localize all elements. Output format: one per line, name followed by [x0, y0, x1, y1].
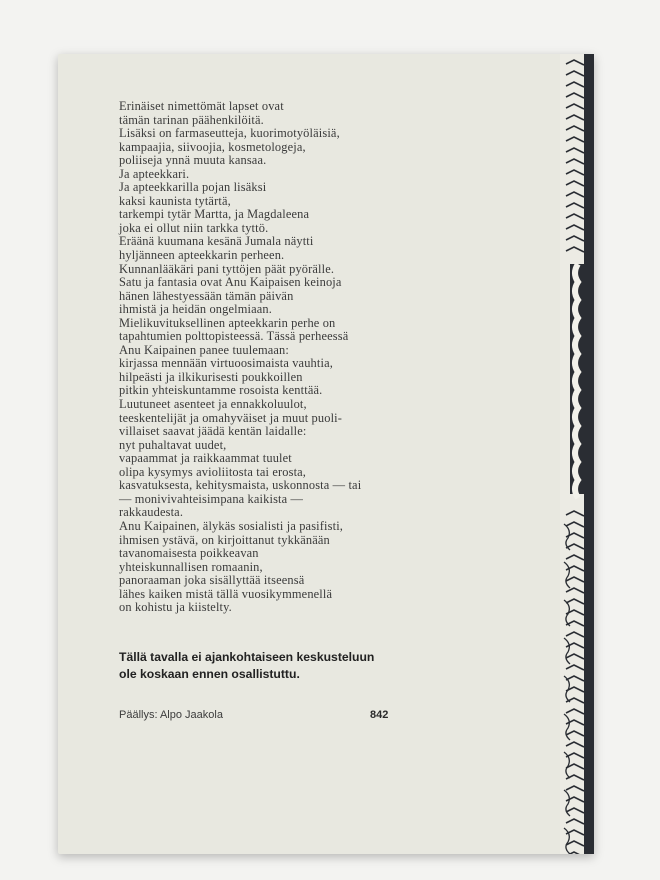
blurb-line: tavanomaisesta poikkeavan	[119, 546, 259, 561]
blurb-line: ihmisen ystävä, on kirjoittanut tykkänään	[119, 532, 330, 547]
pattern-mark	[566, 148, 584, 153]
pattern-mark	[566, 577, 584, 582]
pattern-mark	[566, 599, 584, 604]
blurb-line: ihmistä ja heidän ongelmiaan.	[119, 302, 272, 317]
decorative-spine-pattern	[560, 54, 594, 854]
pattern-mark	[566, 170, 584, 175]
pattern-mark	[566, 247, 584, 252]
pattern-mark	[564, 562, 570, 588]
blurb-text	[119, 100, 539, 615]
blurb-line: poliiseja ynnä muuta kansaa.	[119, 153, 267, 168]
pattern-mark	[575, 264, 578, 498]
pattern-mark	[566, 588, 584, 593]
blurb-line: Erinäiset nimettömät lapset ovat	[119, 99, 284, 113]
pattern-mark	[566, 819, 584, 824]
blurb-line: teeskentelijät ja omahyväiset ja muut puoli-	[119, 410, 343, 425]
pattern-mark	[566, 654, 584, 659]
blurb-line: yhteiskunnallisen romaanin,	[119, 559, 263, 574]
blurb-line: Lisäksi on farmaseutteja, kuorimotyöläisiä,	[119, 126, 340, 141]
closing-statement	[119, 649, 539, 683]
blurb-line: nyt puhaltavat uudet,	[119, 437, 227, 452]
cover-credit: Päällys: Alpo Jaakola	[119, 709, 223, 721]
pattern-mark	[566, 522, 584, 527]
pattern-mark	[566, 709, 584, 714]
blurb-line: hilpeästi ja ilkikurisesti poukkoillen	[119, 369, 303, 384]
closing-line: Tällä tavalla ei ajankohtaiseen keskusteluun	[119, 650, 375, 664]
blurb-line: Luutuneet asenteet ja ennakkoluulot,	[119, 397, 307, 412]
pattern-mark	[566, 731, 584, 736]
blurb-line: Ja apteekkarilla pojan lisäksi	[119, 180, 267, 195]
closing-line: ole koskaan ennen osallistuttu.	[119, 667, 300, 681]
pattern-mark	[566, 203, 584, 208]
pattern-mark	[566, 236, 584, 241]
blurb-line: hänen lähestyessään tämän päivän	[119, 288, 294, 303]
pattern-mark	[566, 159, 584, 164]
blurb-line: kasvatuksesta, kehitysmaista, uskonnosta — tai	[119, 478, 362, 493]
blurb-line: vapaammat ja raikkaammat tuulet	[119, 451, 292, 466]
blurb-line: Satu ja fantasia ovat Anu Kaipaisen keinoja	[119, 275, 342, 290]
pattern-mark	[566, 214, 584, 219]
spine-pattern-graphic	[560, 54, 594, 854]
blurb-line: lähes kaiken mistä tällä vuosikymmenellä	[119, 586, 333, 601]
catalog-number: 842	[370, 709, 389, 721]
pattern-mark	[564, 714, 570, 740]
blurb-line: Eräänä kuumana kesänä Jumala näytti	[119, 234, 314, 249]
blurb-line: tarkempi tytär Martta, ja Magdaleena	[119, 207, 310, 222]
blurb-line: on kohistu ja kiistelty.	[119, 600, 232, 615]
blurb-line: kaksi kaunista tytärtä,	[119, 193, 231, 208]
pattern-mark	[564, 790, 570, 816]
blurb-line: villaiset saavat jäädä kentän laidalle:	[119, 424, 307, 439]
blurb-line: rakkaudesta.	[119, 505, 184, 520]
pattern-mark	[564, 638, 570, 664]
pattern-mark	[566, 137, 584, 142]
pattern-mark	[566, 225, 584, 230]
blurb-line: tapahtumien polttopisteessä. Tässä perheessä	[119, 329, 349, 344]
pattern-mark	[566, 742, 584, 747]
pattern-mark	[566, 808, 584, 813]
blurb-line: olipa kysymys avioliitosta tai erosta,	[119, 464, 307, 479]
pattern-mark	[566, 511, 584, 516]
blurb-line: Anu Kaipainen panee tuulemaan:	[119, 342, 289, 357]
book-back-cover	[58, 54, 594, 854]
blurb-line: hyljänneen apteekkarin perheen.	[119, 248, 285, 263]
blurb-line: kampaajia, siivoojia, kosmetologeja,	[119, 139, 306, 154]
pattern-mark	[566, 71, 584, 76]
blurb-line: tämän tarinan päähenkilöitä.	[119, 112, 264, 127]
pattern-mark	[566, 555, 584, 560]
blurb-line: joka ei ollut niin tarkka tyttö.	[119, 220, 269, 235]
pattern-mark	[566, 126, 584, 131]
pattern-mark	[566, 181, 584, 186]
blurb-line: pitkin yhteiskuntamme rosoista kenttää.	[119, 383, 323, 398]
blurb-line: — monivivahteisimpana kaikista —	[119, 491, 304, 506]
pattern-mark	[566, 632, 584, 637]
blurb-line: panoraaman joka sisällyttää itseensä	[119, 573, 305, 588]
pattern-mark	[566, 82, 584, 87]
blurb-line: Kunnanlääkäri pani tyttöjen päät pyörälle.	[119, 261, 335, 276]
pattern-mark	[566, 93, 584, 98]
blurb-line: Anu Kaipainen, älykäs sosialisti ja pasifisti,	[119, 518, 344, 533]
blurb-line: Mielikuvituksellinen apteekkarin perhe on	[119, 315, 336, 330]
pattern-mark	[566, 665, 584, 670]
blurb-line: kirjassa mennään virtuoosimaista vauhtia,	[119, 356, 333, 371]
pattern-mark	[566, 104, 584, 109]
pattern-mark	[566, 115, 584, 120]
pattern-mark	[566, 786, 584, 791]
blurb-line: Ja apteekkari.	[119, 166, 190, 181]
pattern-mark	[566, 60, 584, 65]
pattern-mark	[566, 192, 584, 197]
pattern-mark	[564, 676, 570, 702]
